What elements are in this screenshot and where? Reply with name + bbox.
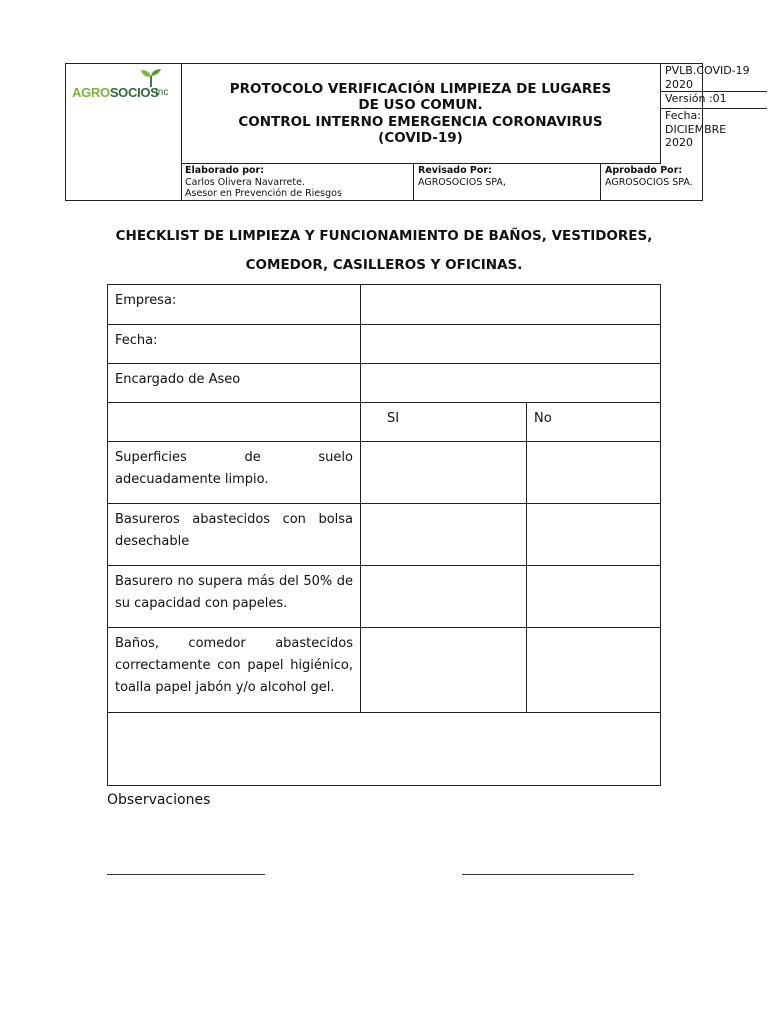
elaborado-label: Elaborado por: xyxy=(185,165,265,176)
elaborado-name: Carlos Olivera Navarrete. xyxy=(185,176,305,188)
item-label: Superficies de suelo adecuadamente limpio. xyxy=(108,442,361,503)
table-row xyxy=(108,364,660,403)
checklist-table xyxy=(107,284,661,786)
table-row xyxy=(108,442,660,504)
empresa-field[interactable] xyxy=(361,285,660,324)
checklist-title-line: CHECKLIST DE LIMPIEZA Y FUNCIONAMIENTO DE BAÑOS, VESTIDORES, xyxy=(115,228,653,244)
observaciones-label: Observaciones xyxy=(107,792,211,808)
checklist-title xyxy=(80,222,688,280)
encargado-field[interactable] xyxy=(361,364,660,402)
empresa-label: Empresa: xyxy=(108,285,361,324)
aprobado-cell xyxy=(601,164,707,201)
si-column-header: SI xyxy=(361,403,527,441)
document-code: PVLB.COVID-19 2020 xyxy=(661,64,767,92)
approval-row xyxy=(181,164,702,201)
elaborado-cell xyxy=(181,164,414,201)
no-checkbox[interactable] xyxy=(527,442,660,503)
document-version: Versión :01 xyxy=(661,92,767,109)
document-title xyxy=(181,64,661,164)
signature-line[interactable] xyxy=(462,874,634,875)
table-row xyxy=(108,566,660,628)
agrosocios-logo xyxy=(70,70,178,110)
aprobado-value: AGROSOCIOS SPA. xyxy=(605,176,693,188)
checklist-title-line: COMEDOR, CASILLEROS Y OFICINAS. xyxy=(245,257,523,273)
fecha-label: Fecha: xyxy=(108,325,361,363)
observaciones-box[interactable] xyxy=(108,713,660,785)
table-row xyxy=(108,504,660,566)
signature-line[interactable] xyxy=(107,874,265,875)
item-label: Baños, comedor abastecidos correctamente con papel higiénico, toalla papel jabón y/o alcohol gel. xyxy=(108,628,361,712)
item-label: Basureros abastecidos con bolsa desechable xyxy=(108,504,361,565)
item-label: Basurero no supera más del 50% de su capacidad con papeles. xyxy=(108,566,361,627)
si-checkbox[interactable] xyxy=(361,504,527,565)
title-line: (COVID-19) xyxy=(378,130,463,146)
table-row xyxy=(108,325,660,364)
no-checkbox[interactable] xyxy=(527,504,660,565)
logo-cell xyxy=(66,64,182,201)
table-row xyxy=(108,285,660,325)
revisado-label: Revisado Por: xyxy=(418,165,492,176)
elaborado-role: Asesor en Prevención de Riesgos xyxy=(185,188,342,199)
encargado-label: Encargado de Aseo xyxy=(108,364,361,402)
table-row xyxy=(108,628,660,713)
title-line: PROTOCOLO VERIFICACIÓN LIMPIEZA DE LUGARES xyxy=(229,80,612,97)
si-checkbox[interactable] xyxy=(361,628,527,712)
date-label: Fecha: xyxy=(665,109,701,122)
si-checkbox[interactable] xyxy=(361,442,527,503)
no-column-header: No xyxy=(534,411,552,426)
si-checkbox[interactable] xyxy=(361,566,527,627)
table-header-row xyxy=(108,403,660,442)
date-value: DICIEMBRE 2020 xyxy=(665,122,727,149)
title-line: DE USO COMUN. xyxy=(358,97,483,113)
logo-suffix: Inc xyxy=(155,87,169,98)
fecha-field[interactable] xyxy=(361,325,660,363)
revisado-value: AGROSOCIOS SPA, xyxy=(418,176,506,188)
aprobado-label: Aprobado Por: xyxy=(605,165,683,176)
title-line: CONTROL INTERNO EMERGENCIA CORONAVIRUS xyxy=(238,113,603,130)
document-date xyxy=(661,109,767,164)
document-header xyxy=(65,63,750,201)
blank-header-cell xyxy=(108,403,361,441)
revisado-cell xyxy=(414,164,601,201)
logo-text: AGROSOCIOS xyxy=(72,85,159,100)
no-checkbox[interactable] xyxy=(527,628,660,712)
no-checkbox[interactable] xyxy=(527,566,660,627)
